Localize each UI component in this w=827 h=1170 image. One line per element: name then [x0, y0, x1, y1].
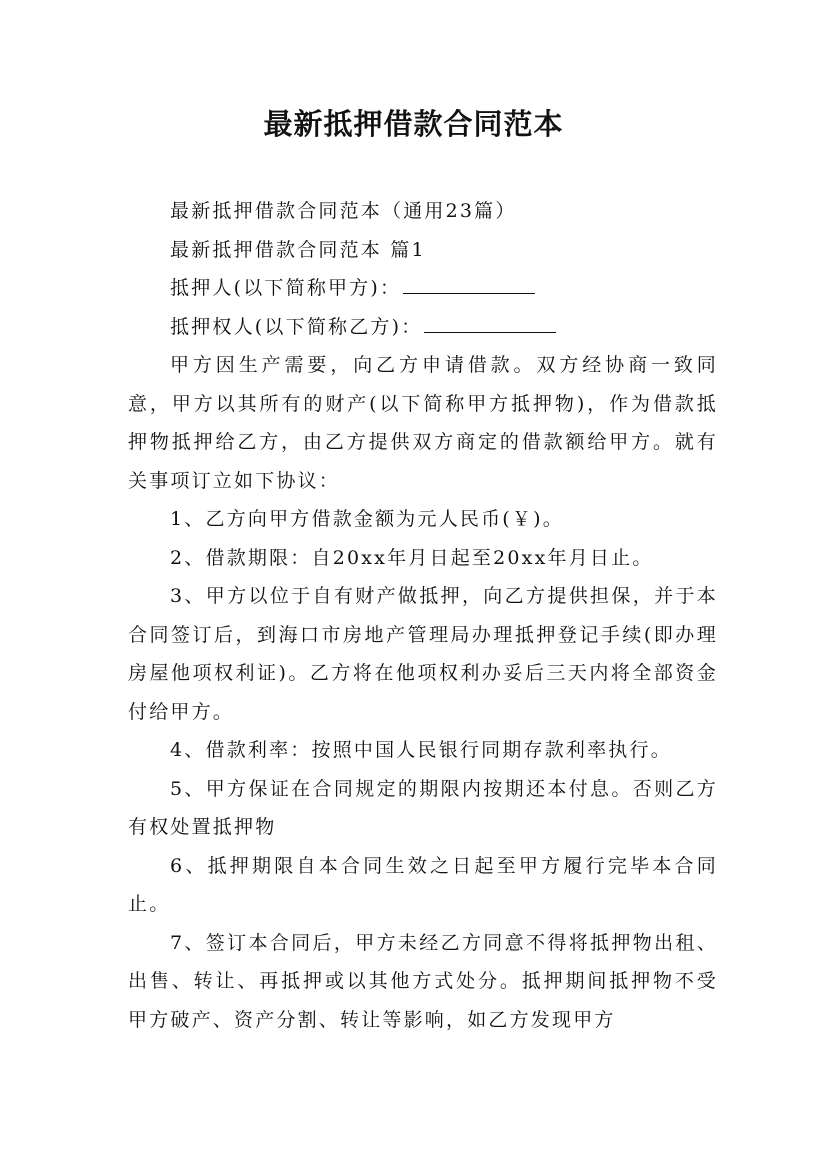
- paragraph-2: [128, 269, 718, 308]
- paragraph-text: 抵押权人(以下简称乙方)：: [170, 315, 423, 338]
- fill-in-blank-line: [424, 316, 556, 333]
- paragraph-7: [128, 577, 718, 731]
- document-title: 最新抵押借款合同范本: [263, 107, 564, 141]
- paragraph-text: 2、借款期限：自20xx年月日起至20xx年月日止。: [170, 546, 654, 569]
- paragraph-1: [128, 231, 718, 270]
- fill-in-blank-line: [403, 277, 535, 294]
- paragraph-10: [128, 847, 718, 924]
- paragraph-text: 抵押人(以下简称甲方)：: [170, 277, 402, 299]
- paragraph-11: [128, 924, 718, 1040]
- paragraph-text: 4、借款利率：按照中国人民银行同期存款利率执行。: [170, 739, 672, 761]
- paragraph-text: 6、抵押期限自本合同生效之日起至甲方履行完毕本合同止。: [128, 854, 718, 915]
- paragraph-text: 1、乙方向甲方借款金额为元人民币(￥)。: [170, 508, 564, 530]
- paragraph-3: [128, 308, 718, 347]
- paragraph-text: 3、甲方以位于自有财产做抵押，向乙方提供担保，并于本合同签订后，到海口市房地产管理局办理抵押登记手续(即办理房屋他项权利证)。乙方将在他项权利办妥后三天内将全部资金付给甲方。: [128, 585, 718, 723]
- paragraph-text: 最新抵押借款合同范本（通用23篇）: [170, 200, 517, 222]
- paragraph-text: 最新抵押借款合同范本 篇1: [170, 238, 426, 261]
- paragraph-5: [128, 500, 718, 539]
- paragraph-text: 7、签订本合同后，甲方未经乙方同意不得将抵押物出租、出售、转让、再抵押或以其他方式处分。抵押期间抵押物不受甲方破产、资产分割、转让等影响，如乙方发现甲方: [128, 931, 718, 1031]
- paragraph-6: [128, 539, 718, 578]
- paragraph-0: [128, 192, 718, 231]
- paragraph-4: [128, 346, 718, 500]
- paragraph-text: 甲方因生产需要，向乙方申请借款。双方经协商一致同意，甲方以其所有的财产(以下简称甲方抵押物)，作为借款抵押物抵押给乙方，由乙方提供双方商定的借款额给甲方。就有关事项订立如下协议：: [128, 354, 718, 492]
- paragraph-text: 5、甲方保证在合同规定的期限内按期还本付息。否则乙方有权处置抵押物: [128, 777, 718, 838]
- paragraph-9: [128, 770, 718, 847]
- paragraph-8: [128, 731, 718, 770]
- document-body: [128, 192, 718, 1039]
